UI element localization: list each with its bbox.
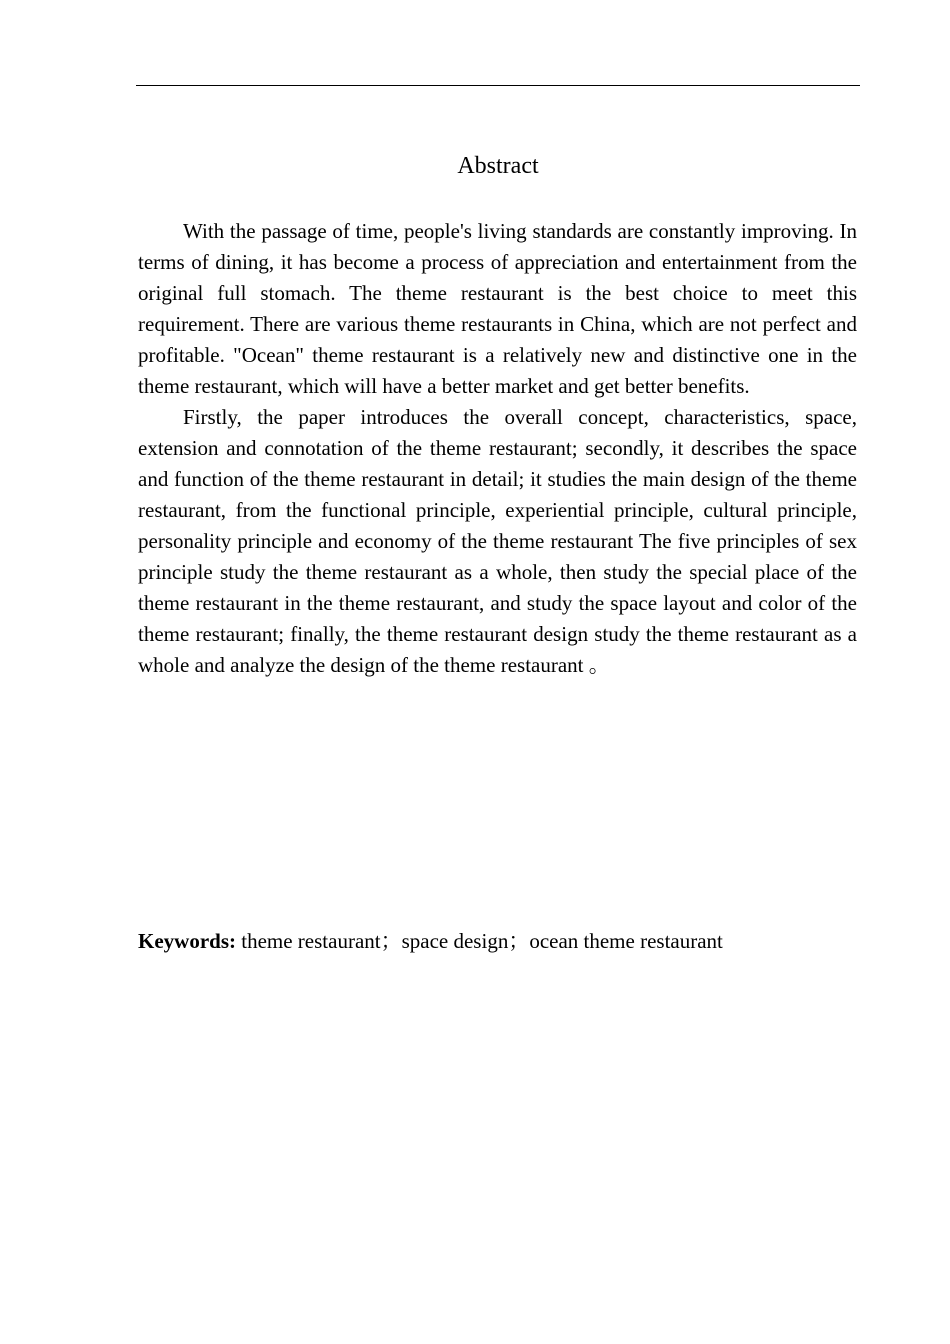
keywords-label: Keywords: bbox=[138, 929, 236, 953]
abstract-body bbox=[138, 216, 857, 681]
abstract-paragraph-2: Firstly, the paper introduces the overall concept, characteristics, space, extension and connotation of the theme restaurant; secondly, it describes the space and function of the theme restaurant in detail; it studies the main design of the theme restaurant, from the functional principle, experiential principle, cultural principle, personality principle and economy of the theme restaurant The five principles of sex principle study the theme restaurant as a whole, then study the special place of the theme restaurant in the theme restaurant, and study the space layout and color of the theme restaurant; finally, the theme restaurant design study the theme restaurant as a whole and analyze the design of the theme restaurant 。 bbox=[138, 405, 857, 677]
keywords-line bbox=[138, 926, 857, 957]
header-rule bbox=[136, 85, 860, 86]
abstract-title: Abstract bbox=[457, 153, 539, 179]
keywords-text: theme restaurant；space design；ocean theme restaurant bbox=[236, 929, 723, 953]
abstract-paragraph-1: With the passage of time, people's living standards are constantly improving. In terms of dining, it has become a process of appreciation and entertainment from the original full stomach. The theme restaurant is the best choice to meet this requirement. There are various theme restaurants in China, which are not perfect and profitable. "Ocean" theme restaurant is a relatively new and distinctive one in the theme restaurant, which will have a better market and get better benefits. bbox=[138, 219, 857, 398]
